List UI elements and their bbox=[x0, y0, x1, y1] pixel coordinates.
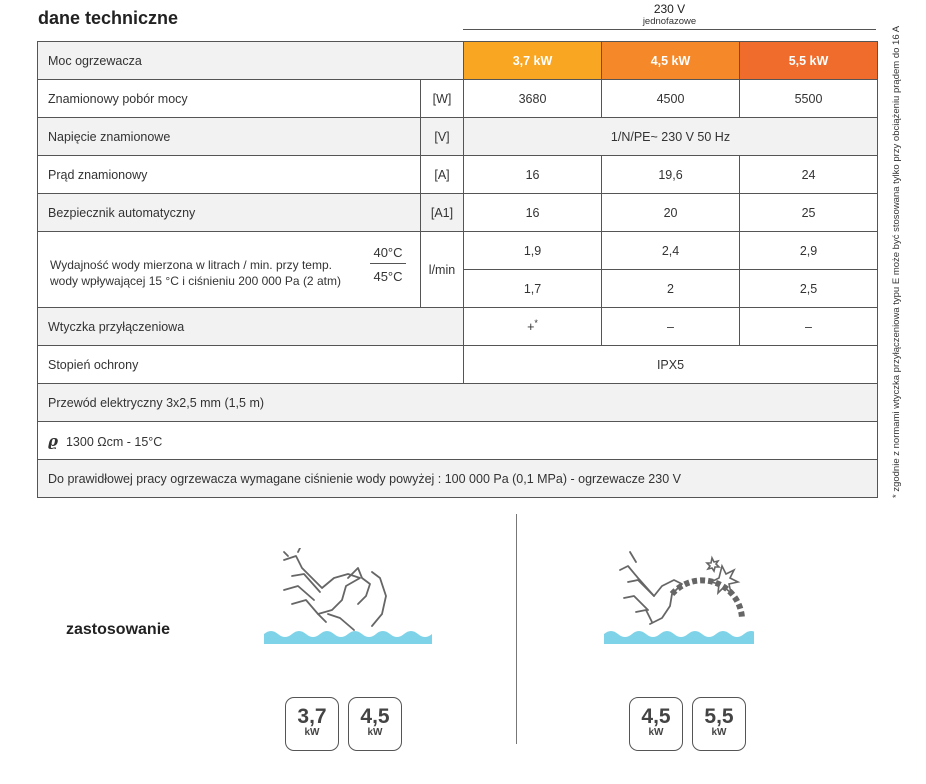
table-cell: 2 bbox=[602, 270, 740, 308]
table-row bbox=[38, 308, 878, 346]
rated-power-unit: [W] bbox=[421, 80, 464, 118]
fuse-label: Bezpiecznik automatyczny bbox=[38, 194, 421, 232]
flow-label-cell bbox=[38, 232, 421, 308]
table-cell: 4500 bbox=[602, 80, 740, 118]
badge-left-37 bbox=[285, 697, 339, 751]
resistivity-label: 1300 Ωcm - 15°C bbox=[65, 434, 163, 449]
flow-label-line1: Wydajność wody mierzona w litrach / min. przy temp. bbox=[50, 257, 332, 272]
badge-num: 5,5 bbox=[704, 705, 734, 728]
rho-icon: ϱ bbox=[48, 431, 58, 450]
plug-label: Wtyczka przyłączeniowa bbox=[38, 308, 464, 346]
table-row bbox=[38, 460, 878, 498]
table-row bbox=[38, 80, 878, 118]
page-title: dane techniczne bbox=[38, 8, 179, 28]
table-cell bbox=[464, 308, 602, 346]
power-header-55: 5,5 kW bbox=[740, 42, 878, 80]
fuse-unit: [A1] bbox=[421, 194, 464, 232]
spec-table bbox=[37, 41, 878, 498]
table-cell: 2,5 bbox=[740, 270, 878, 308]
current-label: Prąd znamionowy bbox=[38, 156, 421, 194]
table-cell: 3680 bbox=[464, 80, 602, 118]
table-cell: 5500 bbox=[740, 80, 878, 118]
badge-num: 3,7 bbox=[297, 705, 327, 728]
badge-num: 4,5 bbox=[641, 705, 671, 728]
badge-right-55 bbox=[692, 697, 746, 751]
badge-unit: kW bbox=[367, 727, 383, 738]
table-cell: 1,7 bbox=[464, 270, 602, 308]
badge-unit: kW bbox=[304, 727, 320, 738]
table-cell: – bbox=[602, 308, 740, 346]
side-footnote: * zgodnie z normami wtyczka przyłączeniowa typu E może być stosowana tylko przy obciążeniu prądem do 16 A bbox=[891, 25, 902, 498]
badge-unit: kW bbox=[648, 727, 664, 738]
flow-temp-45: 45°C bbox=[373, 268, 403, 284]
table-cell: 19,6 bbox=[602, 156, 740, 194]
plug-footnote-mark: * bbox=[534, 318, 538, 329]
table-cell: 25 bbox=[740, 194, 878, 232]
table-cell: – bbox=[740, 308, 878, 346]
table-row bbox=[38, 422, 878, 460]
power-header-45: 4,5 kW bbox=[602, 42, 740, 80]
table-row bbox=[38, 156, 878, 194]
protection-label: Stopień ochrony bbox=[38, 346, 464, 384]
table-cell: 16 bbox=[464, 194, 602, 232]
table-row bbox=[38, 346, 878, 384]
table-row bbox=[38, 42, 878, 80]
power-label: Moc ogrzewacza bbox=[38, 42, 464, 80]
current-unit: [A] bbox=[421, 156, 464, 194]
voltage-unit: [V] bbox=[421, 118, 464, 156]
hand-hot-water-icon bbox=[602, 548, 754, 644]
voltage-header bbox=[463, 3, 876, 30]
table-cell: 24 bbox=[740, 156, 878, 194]
power-header-37: 3,7 kW bbox=[464, 42, 602, 80]
badge-unit: kW bbox=[711, 727, 727, 738]
pressure-label: Do prawidłowej pracy ogrzewacza wymagane ciśnienie wody powyżej : 100 000 Pa (0,1 MPa) - ogrzewacze 230 V bbox=[38, 460, 878, 498]
voltage-main: 230 V bbox=[653, 2, 686, 16]
table-cell: 2,9 bbox=[740, 232, 878, 270]
badge-left-45 bbox=[348, 697, 402, 751]
voltage-sub: jednofazowe bbox=[642, 16, 697, 27]
table-row bbox=[38, 232, 878, 270]
divider bbox=[516, 514, 517, 744]
hands-washing-icon bbox=[262, 548, 434, 644]
badge-num: 4,5 bbox=[360, 705, 390, 728]
flow-unit: l/min bbox=[421, 232, 464, 308]
table-cell: IPX5 bbox=[464, 346, 878, 384]
table-row bbox=[38, 194, 878, 232]
table-cell: 1,9 bbox=[464, 232, 602, 270]
table-cell: 20 bbox=[602, 194, 740, 232]
rated-power-label: Znamionowy pobór mocy bbox=[38, 80, 421, 118]
table-cell: 16 bbox=[464, 156, 602, 194]
flow-label-line2: wody wpływającej 15 °C i ciśnieniu 200 000 Pa (2 atm) bbox=[50, 273, 341, 288]
badge-right-45 bbox=[629, 697, 683, 751]
flow-temp-40: 40°C bbox=[370, 245, 406, 264]
voltage-label: Napięcie znamionowe bbox=[38, 118, 421, 156]
application-label: zastosowanie bbox=[66, 621, 171, 638]
table-cell: 1/N/PE~ 230 V 50 Hz bbox=[464, 118, 878, 156]
table-cell: 2,4 bbox=[602, 232, 740, 270]
table-row bbox=[38, 384, 878, 422]
cable-label: Przewód elektryczny 3x2,5 mm (1,5 m) bbox=[38, 384, 878, 422]
plug-value-37: + bbox=[527, 320, 535, 335]
resistivity-cell bbox=[38, 422, 878, 460]
table-row bbox=[38, 118, 878, 156]
